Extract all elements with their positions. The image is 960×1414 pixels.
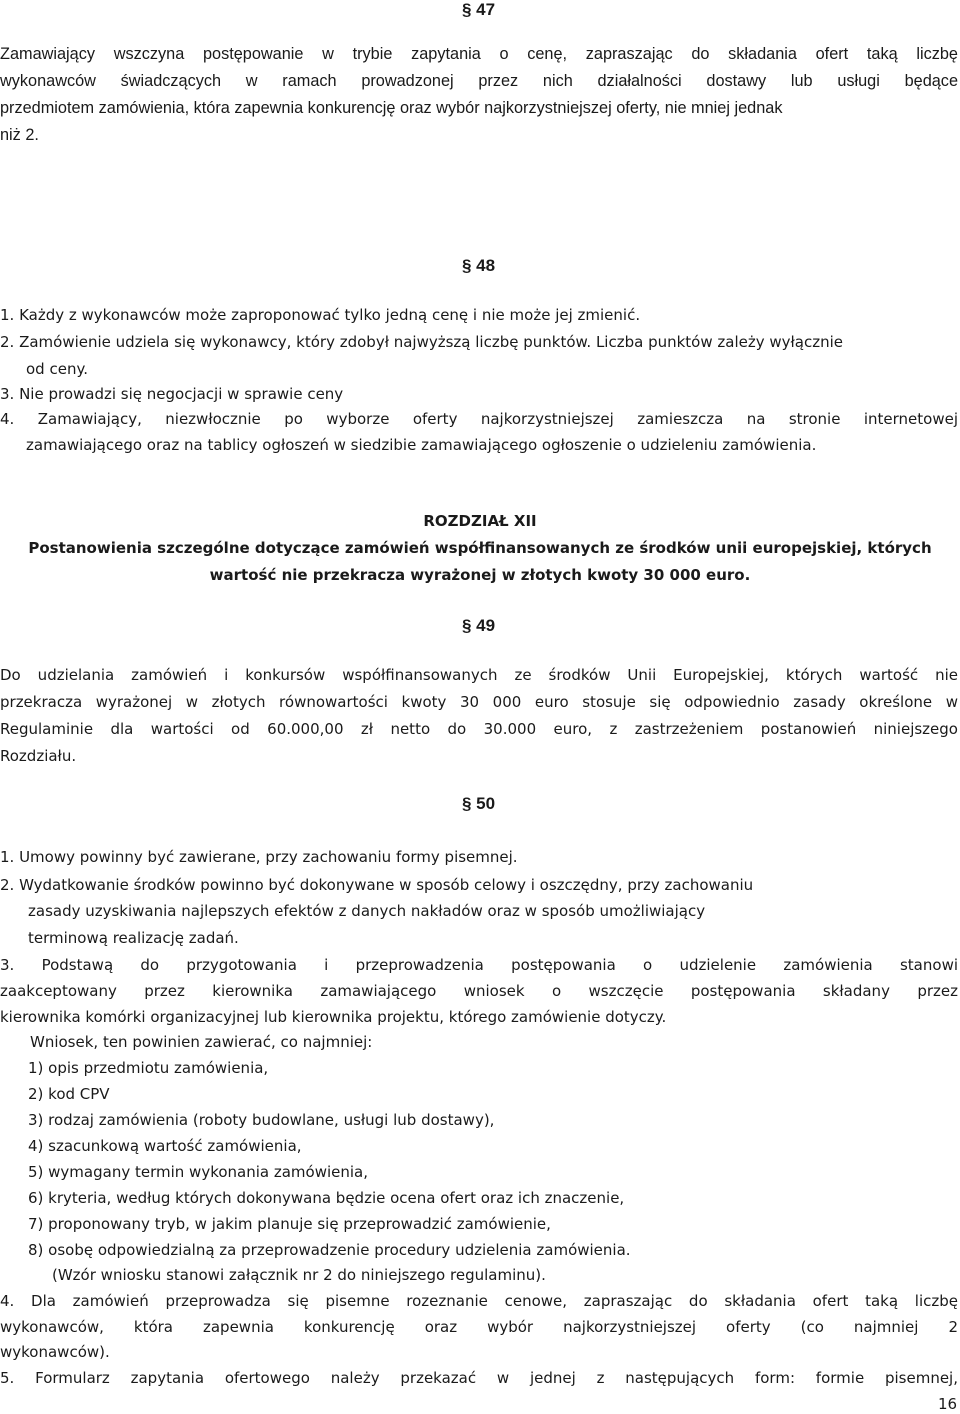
page-number: 16	[938, 1395, 958, 1413]
request-list-item-7: 7) proponowany tryb, w jakim planuje się przeprowadzić zamówienie,	[28, 1215, 551, 1233]
request-list-item-5: 5) wymagany termin wykonania zamówienia,	[28, 1163, 369, 1181]
section-50-heading: § 50	[462, 794, 496, 813]
sec50-item-4: 4. Dla zamówień przeprowadza się pisemne rozeznanie cenowe, zapraszając do składania ofert taką liczbę	[0, 1292, 958, 1310]
sec50-item-1: 1. Umowy powinny być zawierane, przy zachowaniu formy pisemnej.	[0, 848, 518, 866]
sec47-line-3: przedmiotem zamówienia, która zapewnia konkurencję oraz wybór najkorzystniejszej oferty, nie mniej jednak	[0, 99, 783, 117]
chapter-title: ROZDZIAŁ XII	[423, 512, 537, 530]
sec48-item-4: 4. Zamawiający, niezwłocznie po wyborze oferty najkorzystniejszej zamieszcza na stronie internetowej	[0, 410, 958, 428]
sec48-item-1: 1. Każdy z wykonawców może zaproponować tylko jedną cenę i nie może jej zmienić.	[0, 306, 641, 324]
request-list-note: (Wzór wniosku stanowi załącznik nr 2 do niniejszego regulaminu).	[52, 1266, 546, 1284]
sec49-line-4: Rozdziału.	[0, 747, 77, 765]
sec50-item-2-cont-1: zasady uzyskiwania najlepszych efektów z danych nakładów oraz w sposób umożliwiający	[28, 902, 706, 920]
section-49-heading: § 49	[462, 616, 496, 635]
sec47-line-2: wykonawców świadczących w ramach prowadzonej przez nich działalności dostawy lub usługi będące	[0, 72, 958, 90]
request-list-item-2: 2) kod CPV	[28, 1085, 110, 1103]
section-47-heading: § 47	[462, 0, 496, 19]
request-list-intro: Wniosek, ten powinien zawierać, co najmniej:	[30, 1033, 373, 1051]
chapter-subtitle-1: Postanowienia szczególne dotyczące zamówień współfinansowanych ze środków unii europejskiej, których	[28, 539, 932, 557]
sec49-line-2: przekracza wyrażonej w złotych równowartości kwoty 30 000 euro stosuje się odpowiednio zasady określone w	[0, 693, 958, 711]
sec50-item-4-cont-1: wykonawców, która zapewnia konkurencję oraz wybór najkorzystniejszej oferty (co najmniej 2	[0, 1318, 958, 1336]
request-list-item-4: 4) szacunkową wartość zamówienia,	[28, 1137, 302, 1155]
sec50-item-3: 3. Podstawą do przygotowania i przeprowadzenia postępowania o udzielenie zamówienia stanowi	[0, 956, 958, 974]
sec48-item-2-cont: od ceny.	[26, 360, 88, 378]
sec50-item-3-cont-2: kierownika komórki organizacyjnej lub kierownika projektu, którego zamówienie dotyczy.	[0, 1008, 667, 1026]
sec47-line-4: niż 2.	[0, 126, 39, 144]
sec50-item-2-cont-2: terminową realizację zadań.	[28, 929, 239, 947]
request-list-item-6: 6) kryteria, według których dokonywana będzie ocena ofert oraz ich znaczenie,	[28, 1189, 625, 1207]
sec49-line-3: Regulaminie dla wartości od 60.000,00 zł netto do 30.000 euro, z zastrzeżeniem postanowień niniejszego	[0, 720, 958, 738]
sec50-item-2: 2. Wydatkowanie środków powinno być dokonywane w sposób celowy i oszczędny, przy zachowaniu	[0, 876, 754, 894]
sec48-item-2: 2. Zamówienie udziela się wykonawcy, który zdobył najwyższą liczbę punktów. Liczba punktów zależy wyłącznie	[0, 333, 843, 351]
request-list-item-8: 8) osobę odpowiedzialną za przeprowadzenie procedury udzielenia zamówienia.	[28, 1241, 631, 1259]
request-list-item-3: 3) rodzaj zamówienia (roboty budowlane, usługi lub dostawy),	[28, 1111, 495, 1129]
sec48-item-4-cont: zamawiającego oraz na tablicy ogłoszeń w siedzibie zamawiającego ogłoszenie o udzieleniu zamówienia.	[26, 436, 817, 454]
sec49-line-1: Do udzielania zamówień i konkursów współfinansowanych ze środków Unii Europejskiej, których wartość nie	[0, 666, 958, 684]
request-list-item-1: 1) opis przedmiotu zamówienia,	[28, 1059, 269, 1077]
sec50-item-5: 5. Formularz zapytania ofertowego należy przekazać w jednej z następujących form: formie pisemnej,	[0, 1369, 958, 1387]
sec47-line-1: Zamawiający wszczyna postępowanie w trybie zapytania o cenę, zapraszając do składania ofert taką liczbę	[0, 45, 958, 63]
sec50-item-4-cont-2: wykonawców).	[0, 1343, 110, 1361]
section-48-heading: § 48	[462, 256, 496, 275]
sec48-item-3: 3. Nie prowadzi się negocjacji w sprawie ceny	[0, 385, 344, 403]
sec50-item-3-cont-1: zaakceptowany przez kierownika zamawiającego wniosek o wszczęcie postępowania składany przez	[0, 982, 958, 1000]
chapter-subtitle-2: wartość nie przekracza wyrażonej w złotych kwoty 30 000 euro.	[209, 566, 751, 584]
